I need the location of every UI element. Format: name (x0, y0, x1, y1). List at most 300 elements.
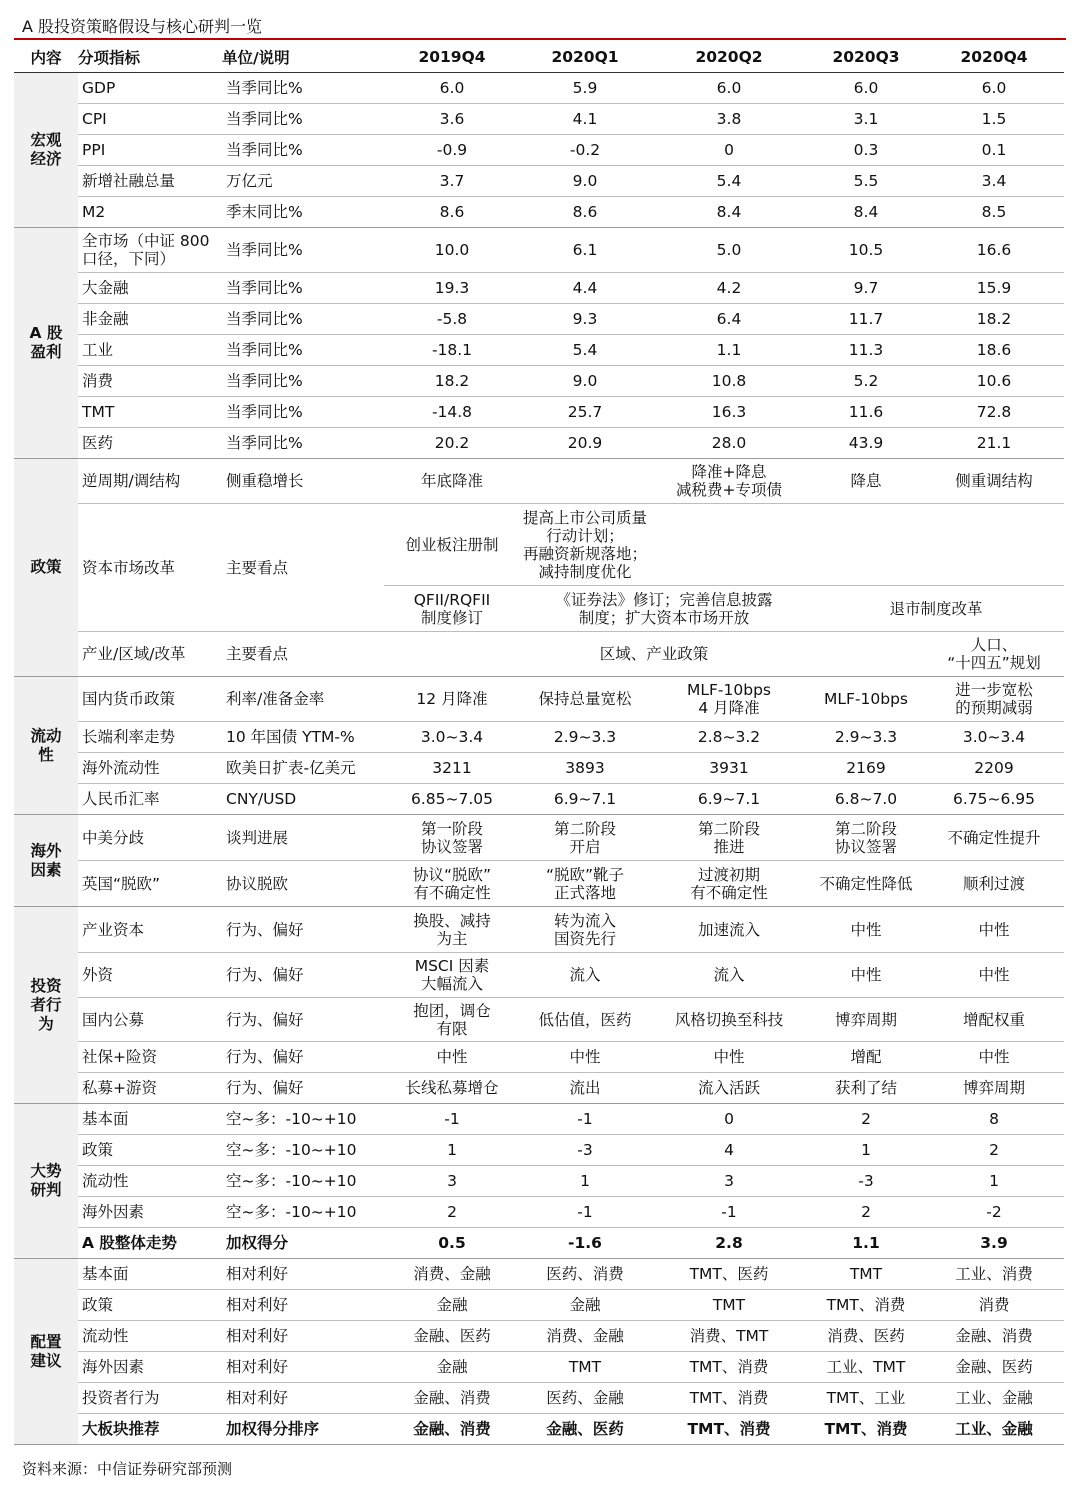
value-cell: 博弈周期 (924, 1073, 1064, 1104)
item-cell: 工业 (78, 335, 222, 366)
value-cell: 15.9 (924, 273, 1064, 304)
value-cell: MLF-10bps 4 月降准 (650, 677, 808, 722)
table-row (14, 1383, 1064, 1414)
item-cell: 基本面 (78, 1259, 222, 1290)
value-cell: 流出 (520, 1073, 650, 1104)
value-cell: TMT (520, 1352, 650, 1383)
item-cell: 中美分歧 (78, 815, 222, 861)
item-cell: 投资者行为 (78, 1383, 222, 1414)
unit-cell: 当季同比% (222, 228, 384, 273)
value-cell: 中性 (924, 1042, 1064, 1073)
value-cell: 医药、金融 (520, 1383, 650, 1414)
unit-cell: 当季同比% (222, 135, 384, 166)
value-cell: 2.8 (650, 1228, 808, 1259)
item-cell: CPI (78, 104, 222, 135)
value-cell: QFII/RQFII 制度修订 (384, 586, 520, 632)
source-note: 资料来源：中信证券研究部预测 (22, 1460, 233, 1478)
value-cell: 0.5 (384, 1228, 520, 1259)
item-cell: 逆周期/调结构 (78, 459, 222, 504)
table-row (14, 428, 1064, 459)
category-cell: 流动 性 (14, 677, 78, 815)
value-cell: 2.9~3.3 (520, 722, 650, 753)
value-cell: 5.4 (650, 166, 808, 197)
item-cell: 海外流动性 (78, 753, 222, 784)
table-row (14, 366, 1064, 397)
value-cell: 金融、消费 (384, 1414, 520, 1445)
column-header: 分项指标 (78, 42, 222, 73)
value-cell: 4.2 (650, 273, 808, 304)
value-cell: 1.1 (808, 1228, 924, 1259)
table-row (14, 73, 1064, 104)
value-cell: 6.0 (808, 73, 924, 104)
value-cell: 中性 (808, 953, 924, 998)
item-cell: PPI (78, 135, 222, 166)
column-header: 2020Q3 (808, 42, 924, 73)
value-cell: 创业板注册制 (384, 504, 520, 586)
item-cell: 资本市场改革 (78, 504, 222, 632)
table-row (14, 998, 1064, 1042)
value-cell: 3 (384, 1166, 520, 1197)
value-cell: 10.5 (808, 228, 924, 273)
value-cell: 低估值，医药 (520, 998, 650, 1042)
unit-cell: 行为、偏好 (222, 998, 384, 1042)
value-cell: 2 (808, 1197, 924, 1228)
value-cell: 工业、TMT (808, 1352, 924, 1383)
value-cell: MSCI 因素 大幅流入 (384, 953, 520, 998)
value-cell: 6.9~7.1 (520, 784, 650, 815)
value-cell: 6.4 (650, 304, 808, 335)
value-cell: TMT (808, 1259, 924, 1290)
value-cell: -0.9 (384, 135, 520, 166)
item-cell: 海外因素 (78, 1197, 222, 1228)
value-cell: 第一阶段 协议签署 (384, 815, 520, 861)
table-row (14, 166, 1064, 197)
value-cell: 博弈周期 (808, 998, 924, 1042)
unit-cell: 主要看点 (222, 632, 384, 677)
table-row (14, 273, 1064, 304)
value-cell: 5.9 (520, 73, 650, 104)
value-cell: 3.6 (384, 104, 520, 135)
table-row (14, 504, 1064, 586)
item-cell: M2 (78, 197, 222, 228)
value-cell: 工业、金融 (924, 1414, 1064, 1445)
category-cell: 海外 因素 (14, 815, 78, 907)
value-cell (520, 459, 650, 504)
value-cell: 金融、消费 (924, 1321, 1064, 1352)
value-cell: 6.0 (384, 73, 520, 104)
value-cell: 消费、金融 (384, 1259, 520, 1290)
table-row (14, 1073, 1064, 1104)
value-cell: 6.8~7.0 (808, 784, 924, 815)
value-cell: TMT、消费 (650, 1414, 808, 1445)
value-cell: 10.8 (650, 366, 808, 397)
category-cell: 投资 者行 为 (14, 907, 78, 1104)
value-cell: 3931 (650, 753, 808, 784)
value-cell: 18.2 (924, 304, 1064, 335)
value-cell: 工业、金融 (924, 1383, 1064, 1414)
value-cell: TMT、消费 (808, 1290, 924, 1321)
value-cell: 金融、医药 (520, 1414, 650, 1445)
value-cell: TMT、工业 (808, 1383, 924, 1414)
table-row (14, 907, 1064, 953)
value-cell: 金融 (520, 1290, 650, 1321)
value-cell: 2169 (808, 753, 924, 784)
unit-cell: 欧美日扩表-亿美元 (222, 753, 384, 784)
unit-cell: 当季同比% (222, 366, 384, 397)
value-cell: 3.9 (924, 1228, 1064, 1259)
value-cell: 1 (520, 1166, 650, 1197)
value-cell: 1 (808, 1135, 924, 1166)
unit-cell: 谈判进展 (222, 815, 384, 861)
table-row (14, 1166, 1064, 1197)
table-row (14, 397, 1064, 428)
unit-cell: 相对利好 (222, 1259, 384, 1290)
value-cell: 2209 (924, 753, 1064, 784)
unit-cell: 行为、偏好 (222, 953, 384, 998)
unit-cell: 加权得分 (222, 1228, 384, 1259)
value-cell: 12 月降准 (384, 677, 520, 722)
value-cell: 人口、 “十四五”规划 (924, 632, 1064, 677)
unit-cell: 行为、偏好 (222, 907, 384, 953)
value-cell: 3211 (384, 753, 520, 784)
header-row (14, 42, 1064, 73)
category-cell: 宏观 经济 (14, 73, 78, 228)
unit-cell: 当季同比% (222, 397, 384, 428)
table-row (14, 1414, 1064, 1445)
empty-cell (650, 504, 1064, 586)
value-cell: 8.6 (384, 197, 520, 228)
unit-cell: 当季同比% (222, 273, 384, 304)
value-cell: 不确定性提升 (924, 815, 1064, 861)
item-cell: 外资 (78, 953, 222, 998)
item-cell: 全市场（中证 800 口径，下同） (78, 228, 222, 273)
value-cell: 侧重调结构 (924, 459, 1064, 504)
value-cell: 降息 (808, 459, 924, 504)
value-cell: 风格切换至科技 (650, 998, 808, 1042)
item-cell: 国内货币政策 (78, 677, 222, 722)
value-cell: 1 (384, 1135, 520, 1166)
value-cell: 11.7 (808, 304, 924, 335)
value-cell: 3.1 (808, 104, 924, 135)
value-cell: 长线私募增仓 (384, 1073, 520, 1104)
table-row (14, 459, 1064, 504)
value-cell: 16.6 (924, 228, 1064, 273)
value-cell: 3.4 (924, 166, 1064, 197)
value-cell: 换股、减持 为主 (384, 907, 520, 953)
value-cell: TMT、消费 (650, 1352, 808, 1383)
unit-cell: 行为、偏好 (222, 1042, 384, 1073)
column-header: 2020Q1 (520, 42, 650, 73)
value-cell: 协议“脱欧” 有不确定性 (384, 861, 520, 907)
value-cell: -18.1 (384, 335, 520, 366)
value-cell: 《证券法》修订；完善信息披露 制度；扩大资本市场开放 (520, 586, 808, 632)
value-cell: 2 (924, 1135, 1064, 1166)
value-cell: 8.5 (924, 197, 1064, 228)
value-cell: 4.1 (520, 104, 650, 135)
item-cell: 产业资本 (78, 907, 222, 953)
unit-cell: 加权得分排序 (222, 1414, 384, 1445)
value-cell: 增配权重 (924, 998, 1064, 1042)
item-cell: 政策 (78, 1135, 222, 1166)
unit-cell: 侧重稳增长 (222, 459, 384, 504)
value-cell: -14.8 (384, 397, 520, 428)
value-cell: 转为流入 国资先行 (520, 907, 650, 953)
value-cell: 医药、消费 (520, 1259, 650, 1290)
item-cell: 产业/区域/改革 (78, 632, 222, 677)
table-row (14, 1290, 1064, 1321)
value-cell: 18.6 (924, 335, 1064, 366)
unit-cell: 当季同比% (222, 73, 384, 104)
value-cell: 8 (924, 1104, 1064, 1135)
unit-cell: 空~多：-10~+10 (222, 1135, 384, 1166)
item-cell: 流动性 (78, 1166, 222, 1197)
item-cell: 长端利率走势 (78, 722, 222, 753)
value-cell: 2 (808, 1104, 924, 1135)
table-row (14, 784, 1064, 815)
value-cell: 9.0 (520, 366, 650, 397)
unit-cell: 利率/准备金率 (222, 677, 384, 722)
column-header: 内容 (14, 42, 78, 73)
value-cell: 流入 (650, 953, 808, 998)
value-cell: 6.75~6.95 (924, 784, 1064, 815)
category-cell: 政策 (14, 459, 78, 677)
value-cell: 抱团，调仓 有限 (384, 998, 520, 1042)
item-cell: 英国“脱欧” (78, 861, 222, 907)
value-cell: 5.0 (650, 228, 808, 273)
value-cell: 10.6 (924, 366, 1064, 397)
table-row (14, 953, 1064, 998)
item-cell: 私募+游资 (78, 1073, 222, 1104)
value-cell: 2 (384, 1197, 520, 1228)
value-cell: 保持总量宽松 (520, 677, 650, 722)
table-row (14, 135, 1064, 166)
table-row (14, 1104, 1064, 1135)
value-cell: “脱欧”靴子 正式落地 (520, 861, 650, 907)
value-cell: -1 (384, 1104, 520, 1135)
item-cell: 人民币汇率 (78, 784, 222, 815)
value-cell: 中性 (924, 953, 1064, 998)
unit-cell: 主要看点 (222, 504, 384, 632)
value-cell: 6.0 (650, 73, 808, 104)
value-cell: 9.3 (520, 304, 650, 335)
value-cell: 6.85~7.05 (384, 784, 520, 815)
value-cell: 中性 (650, 1042, 808, 1073)
value-cell: 降准+降息 减税费+专项债 (650, 459, 808, 504)
value-cell: -3 (808, 1166, 924, 1197)
value-cell: 9.0 (520, 166, 650, 197)
value-cell: 消费、金融 (520, 1321, 650, 1352)
item-cell: TMT (78, 397, 222, 428)
unit-cell: 协议脱欧 (222, 861, 384, 907)
unit-cell: 万亿元 (222, 166, 384, 197)
value-cell: 3.8 (650, 104, 808, 135)
unit-cell: 空~多：-10~+10 (222, 1166, 384, 1197)
title-rule (14, 38, 1066, 40)
value-cell: 6.9~7.1 (650, 784, 808, 815)
value-cell: 1.5 (924, 104, 1064, 135)
value-cell: 18.2 (384, 366, 520, 397)
value-cell: -1 (650, 1197, 808, 1228)
value-cell: TMT、消费 (650, 1383, 808, 1414)
value-cell: 0 (650, 1104, 808, 1135)
value-cell: 20.9 (520, 428, 650, 459)
value-cell: MLF-10bps (808, 677, 924, 722)
document-title: A 股投资策略假设与核心研判一览 (22, 17, 263, 36)
unit-cell: 相对利好 (222, 1290, 384, 1321)
value-cell: 2.8~3.2 (650, 722, 808, 753)
item-cell: 国内公募 (78, 998, 222, 1042)
value-cell: 8.6 (520, 197, 650, 228)
value-cell: 28.0 (650, 428, 808, 459)
item-cell: 社保+险资 (78, 1042, 222, 1073)
value-cell: 金融 (384, 1352, 520, 1383)
value-cell: 10.0 (384, 228, 520, 273)
item-cell: 医药 (78, 428, 222, 459)
value-cell: -2 (924, 1197, 1064, 1228)
value-cell: 金融 (384, 1290, 520, 1321)
value-cell: 流入 (520, 953, 650, 998)
unit-cell: CNY/USD (222, 784, 384, 815)
value-cell: 消费、TMT (650, 1321, 808, 1352)
value-cell: 年底降准 (384, 459, 520, 504)
value-cell: 16.3 (650, 397, 808, 428)
unit-cell: 当季同比% (222, 304, 384, 335)
table-row (14, 104, 1064, 135)
value-cell: 金融、消费 (384, 1383, 520, 1414)
value-cell: 进一步宽松 的预期减弱 (924, 677, 1064, 722)
value-cell: 11.3 (808, 335, 924, 366)
value-cell: 1.1 (650, 335, 808, 366)
value-cell: 0 (650, 135, 808, 166)
table-row (14, 632, 1064, 677)
table-row (14, 753, 1064, 784)
table-row (14, 1042, 1064, 1073)
unit-cell: 行为、偏好 (222, 1073, 384, 1104)
value-cell: -1 (520, 1104, 650, 1135)
value-cell: TMT、消费 (808, 1414, 924, 1445)
value-cell: 提高上市公司质量 行动计划； 再融资新规落地； 减持制度优化 (520, 504, 650, 586)
value-cell: 4 (650, 1135, 808, 1166)
table-row (14, 335, 1064, 366)
value-cell: -3 (520, 1135, 650, 1166)
value-cell: 5.5 (808, 166, 924, 197)
table-row (14, 722, 1064, 753)
item-cell: 海外因素 (78, 1352, 222, 1383)
item-cell: 非金融 (78, 304, 222, 335)
value-cell: 顺利过渡 (924, 861, 1064, 907)
value-cell: 25.7 (520, 397, 650, 428)
value-cell: -5.8 (384, 304, 520, 335)
value-cell: 72.8 (924, 397, 1064, 428)
value-cell: 增配 (808, 1042, 924, 1073)
item-cell: 基本面 (78, 1104, 222, 1135)
value-cell: -1.6 (520, 1228, 650, 1259)
table-row (14, 228, 1064, 273)
value-cell: 流入活跃 (650, 1073, 808, 1104)
item-cell: 新增社融总量 (78, 166, 222, 197)
item-cell: 大金融 (78, 273, 222, 304)
value-cell: 0.1 (924, 135, 1064, 166)
value-cell: 1 (924, 1166, 1064, 1197)
value-cell: 21.1 (924, 428, 1064, 459)
value-cell: 3893 (520, 753, 650, 784)
value-cell: 5.2 (808, 366, 924, 397)
strategy-table (14, 42, 1064, 1445)
item-cell: GDP (78, 73, 222, 104)
category-cell: A 股 盈利 (14, 228, 78, 459)
table-row (14, 1321, 1064, 1352)
column-header: 2020Q4 (924, 42, 1064, 73)
table-row (14, 197, 1064, 228)
value-cell: 第二阶段 开启 (520, 815, 650, 861)
value-cell: 消费 (924, 1290, 1064, 1321)
value-cell: 退市制度改革 (808, 586, 1064, 632)
item-cell: 政策 (78, 1290, 222, 1321)
category-cell: 大势 研判 (14, 1104, 78, 1259)
value-cell: 不确定性降低 (808, 861, 924, 907)
table-row (14, 861, 1064, 907)
column-header: 2019Q4 (384, 42, 520, 73)
value-cell: 2.9~3.3 (808, 722, 924, 753)
value-cell: 第二阶段 协议签署 (808, 815, 924, 861)
table-row (14, 304, 1064, 335)
value-cell: 中性 (924, 907, 1064, 953)
item-cell: 流动性 (78, 1321, 222, 1352)
item-cell: 消费 (78, 366, 222, 397)
value-cell: 9.7 (808, 273, 924, 304)
value-cell: 19.3 (384, 273, 520, 304)
table-row (14, 677, 1064, 722)
value-cell: 11.6 (808, 397, 924, 428)
unit-cell: 当季同比% (222, 428, 384, 459)
value-cell: 4.4 (520, 273, 650, 304)
value-cell: 金融、医药 (924, 1352, 1064, 1383)
value-cell: 6.0 (924, 73, 1064, 104)
unit-cell: 空~多：-10~+10 (222, 1197, 384, 1228)
unit-cell: 相对利好 (222, 1321, 384, 1352)
value-cell: 过渡初期 有不确定性 (650, 861, 808, 907)
value-cell: TMT、医药 (650, 1259, 808, 1290)
value-cell: 区域、产业政策 (384, 632, 924, 677)
value-cell: 消费、医药 (808, 1321, 924, 1352)
value-cell: 中性 (384, 1042, 520, 1073)
value-cell: 8.4 (808, 197, 924, 228)
table-row (14, 1228, 1064, 1259)
value-cell: -1 (520, 1197, 650, 1228)
value-cell: 3 (650, 1166, 808, 1197)
item-cell: A 股整体走势 (78, 1228, 222, 1259)
value-cell: -0.2 (520, 135, 650, 166)
item-cell: 大板块推荐 (78, 1414, 222, 1445)
unit-cell: 当季同比% (222, 104, 384, 135)
value-cell: 3.0~3.4 (924, 722, 1064, 753)
table-row (14, 1135, 1064, 1166)
category-cell: 配置 建议 (14, 1259, 78, 1445)
table-row (14, 1259, 1064, 1290)
value-cell: 3.7 (384, 166, 520, 197)
table-row (14, 815, 1064, 861)
value-cell: 3.0~3.4 (384, 722, 520, 753)
value-cell: TMT (650, 1290, 808, 1321)
column-header: 单位/说明 (222, 42, 384, 73)
column-header: 2020Q2 (650, 42, 808, 73)
value-cell: 第二阶段 推进 (650, 815, 808, 861)
value-cell: 8.4 (650, 197, 808, 228)
unit-cell: 10 年国债 YTM-% (222, 722, 384, 753)
value-cell: 工业、消费 (924, 1259, 1064, 1290)
table-row (14, 1197, 1064, 1228)
unit-cell: 季末同比% (222, 197, 384, 228)
